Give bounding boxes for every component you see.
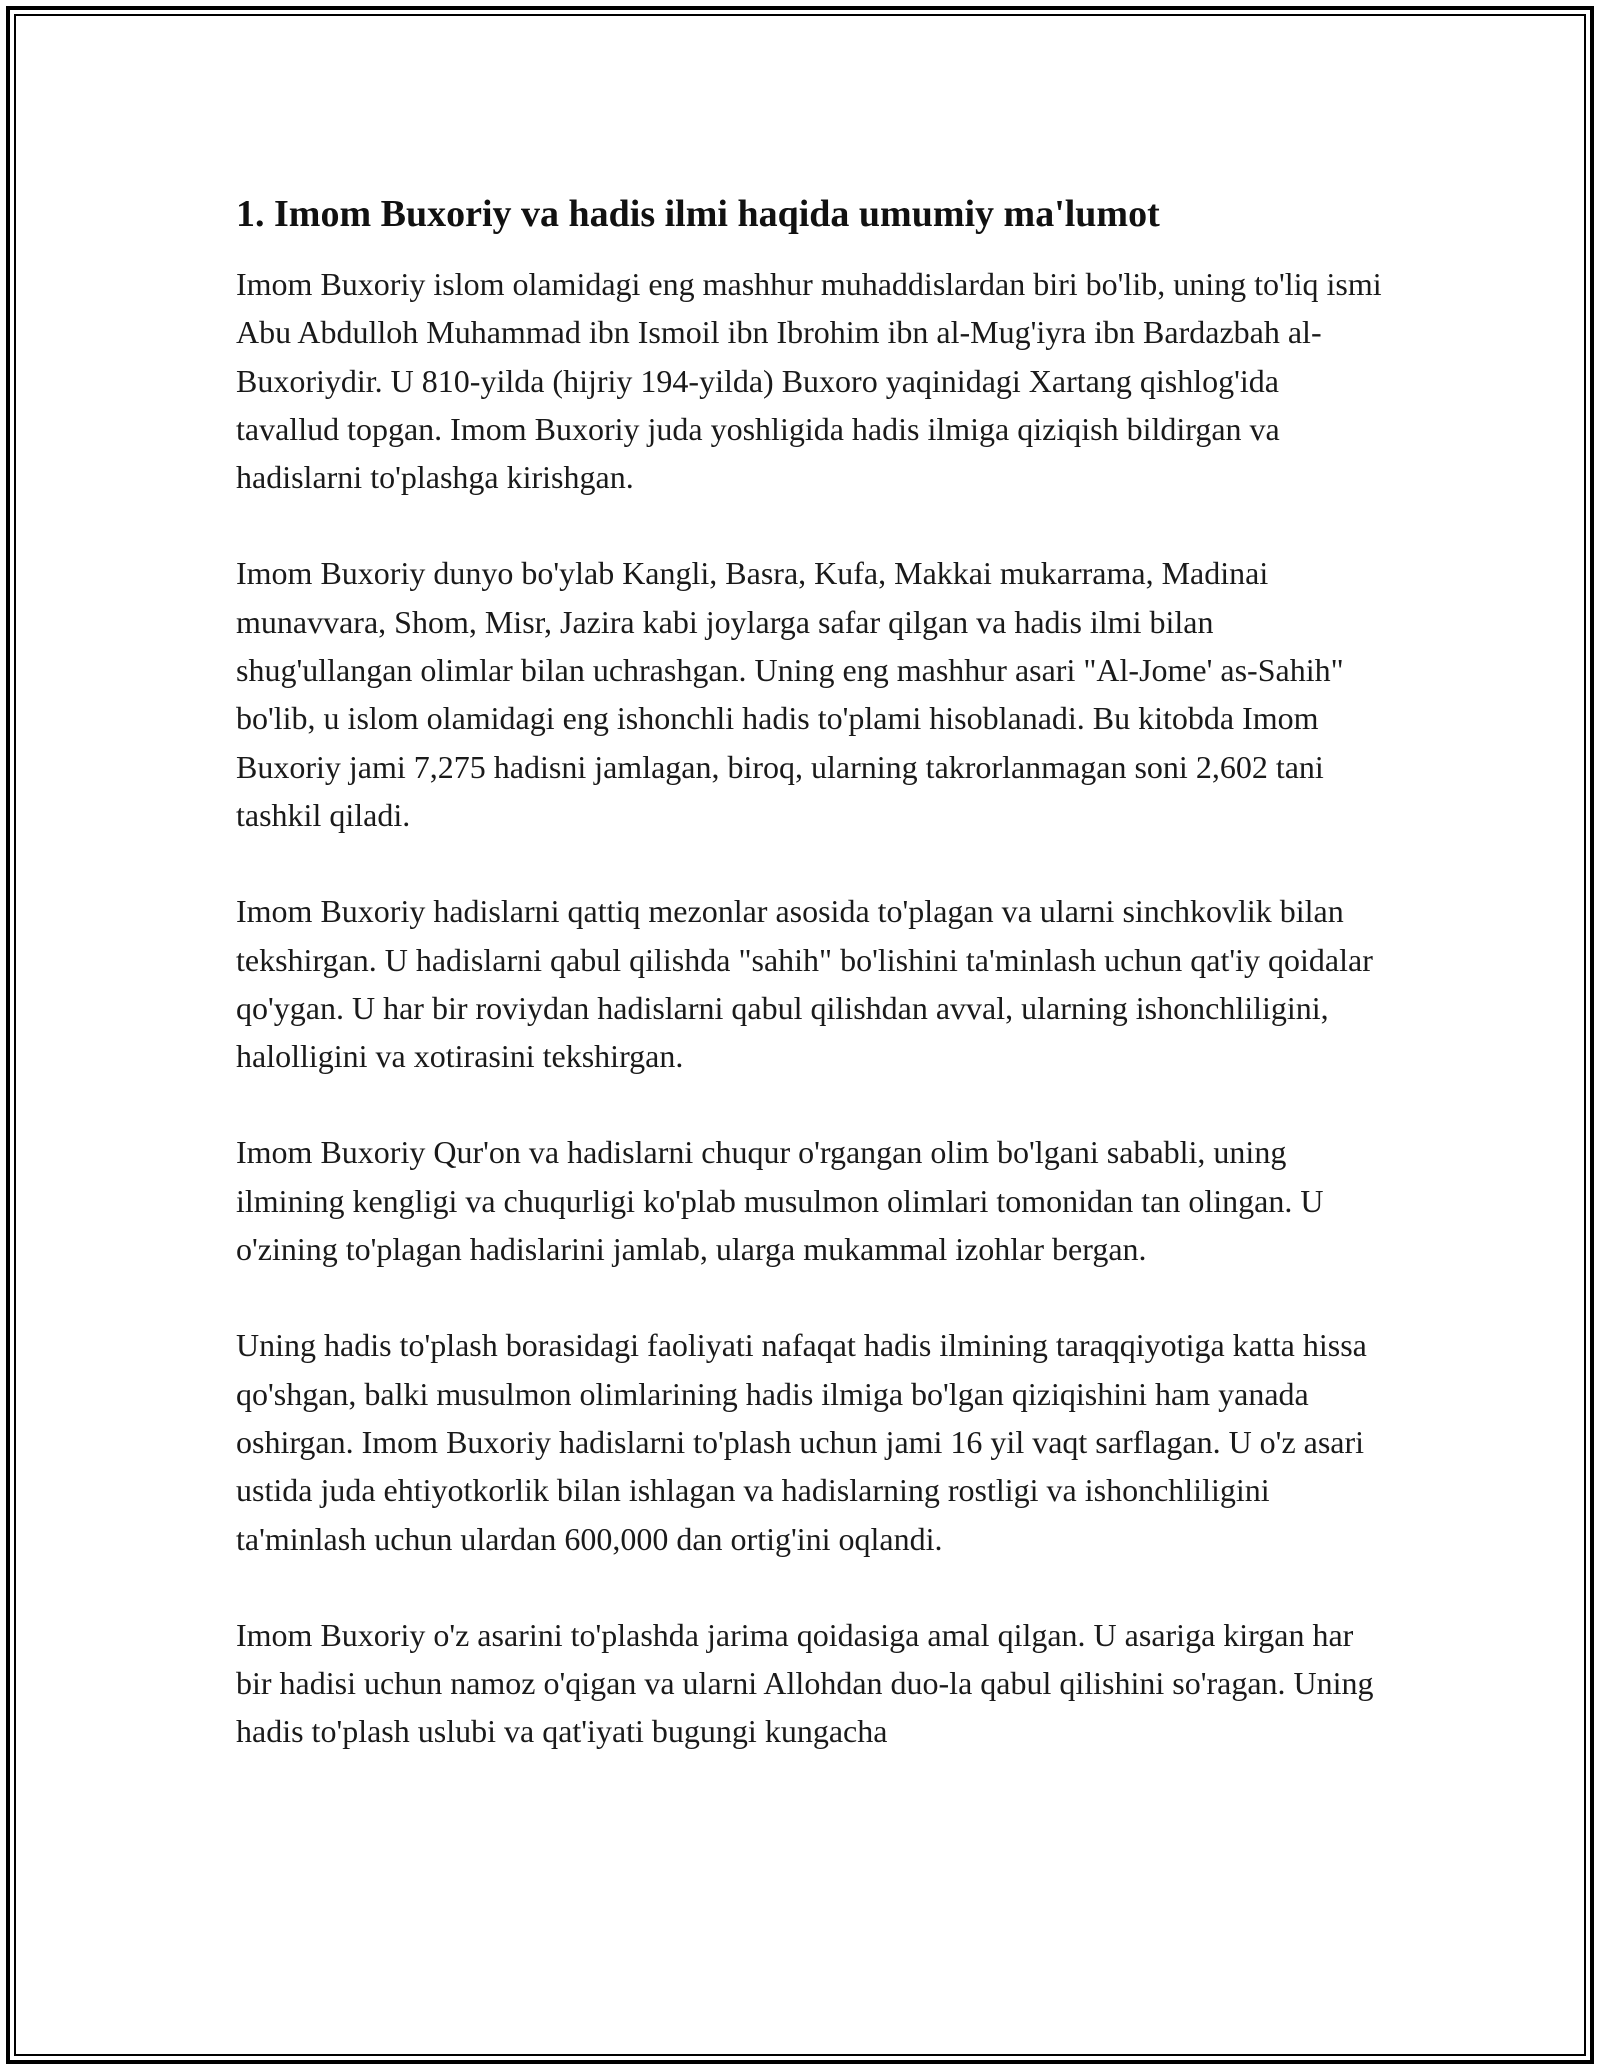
paragraph-method: Imom Buxoriy o'z asarini to'plashda jarima qoidasiga amal qilgan. U asariga kirgan har bir hadisi uchun namoz o'qigan va ularni Allohdan duo-la qabul qilishini so'ragan. Uning hadis to'plash uslubi va qat'iyati bugungi kungacha bbox=[236, 1616, 1374, 1750]
paragraph-travels: Imom Buxoriy dunyo bo'ylab Kangli, Basra, Kufa, Makkai mukarrama, Madinai munavvara, Shom, Misr, Jazira kabi joylarga safar qilgan va hadis ilmi bilan shug'ullangan olimlar bilan uchrashgan. Uning eng mashhur asari "Al-Jome' as-Sahih" bo'lib, u islom olamidagi eng ishonchli hadis to'plami hisoblanadi. Bu kitobda Imom Buxoriy jami 7,275 hadisni jamlagan, biroq, ularning takrorlanmagan soni 2,602 tani tashkil qiladi. bbox=[236, 555, 1344, 833]
paragraph-intro: Imom Buxoriy islom olamidagi eng mashhur muhaddislardan biri bo'lib, uning to'liq ismi Abu Abdulloh Muhammad ibn Ismoil ibn Ibrohim ibn al-Mug'iyra ibn Bardazbah al-Buxoriydir. U 810-yilda (hijriy 194-yilda) Buxoro yaqinidagi Xartang qishlog'ida tavallud topgan. Imom Buxoriy juda yoshligida hadis ilmiga qiziqish bildirgan va hadislarni to'plashga kirishgan. bbox=[236, 266, 1382, 496]
paragraph-knowledge: Imom Buxoriy Qur'on va hadislarni chuqur o'rgangan olim bo'lgani sababli, uning ilmining kengligi va chuqurligi ko'plab musulmon olimlari tomonidan tan olingan. U o'zining to'plagan hadislarini jamlab, ularga mukammal izohlar bergan. bbox=[236, 1134, 1324, 1268]
paragraph-contribution: Uning hadis to'plash borasidagi faoliyati nafaqat hadis ilmining taraqqiyotiga katta hissa qo'shgan, balki musulmon olimlarining hadis ilmiga bo'lgan qiziqishini ham yanada oshirgan. Imom Buxoriy hadislarni to'plash uchun jami 16 yil vaqt sarflagan. U o'z asari ustida juda ehtiyotkorlik bilan ishlagan va hadislarning rostligi va ishonchliligini ta'minlash uchun ulardan 600,000 dan ortig'ini oqlandi. bbox=[236, 1327, 1367, 1557]
section-heading: 1. Imom Buxoriy va hadis ilmi haqida umumiy ma'lumot bbox=[236, 193, 1160, 235]
paragraph-criteria: Imom Buxoriy hadislarni qattiq mezonlar asosida to'plagan va ularni sinchkovlik bilan tekshirgan. U hadislarni qabul qilishda "sahih" bo'lishini ta'minlash uchun qat'iy qoidalar qo'ygan. U har bir roviydan hadislarni qabul qilishdan avval, ularning ishonchliligini, halolligini va xotirasini tekshirgan. bbox=[236, 893, 1373, 1075]
document-body bbox=[236, 186, 1386, 1756]
